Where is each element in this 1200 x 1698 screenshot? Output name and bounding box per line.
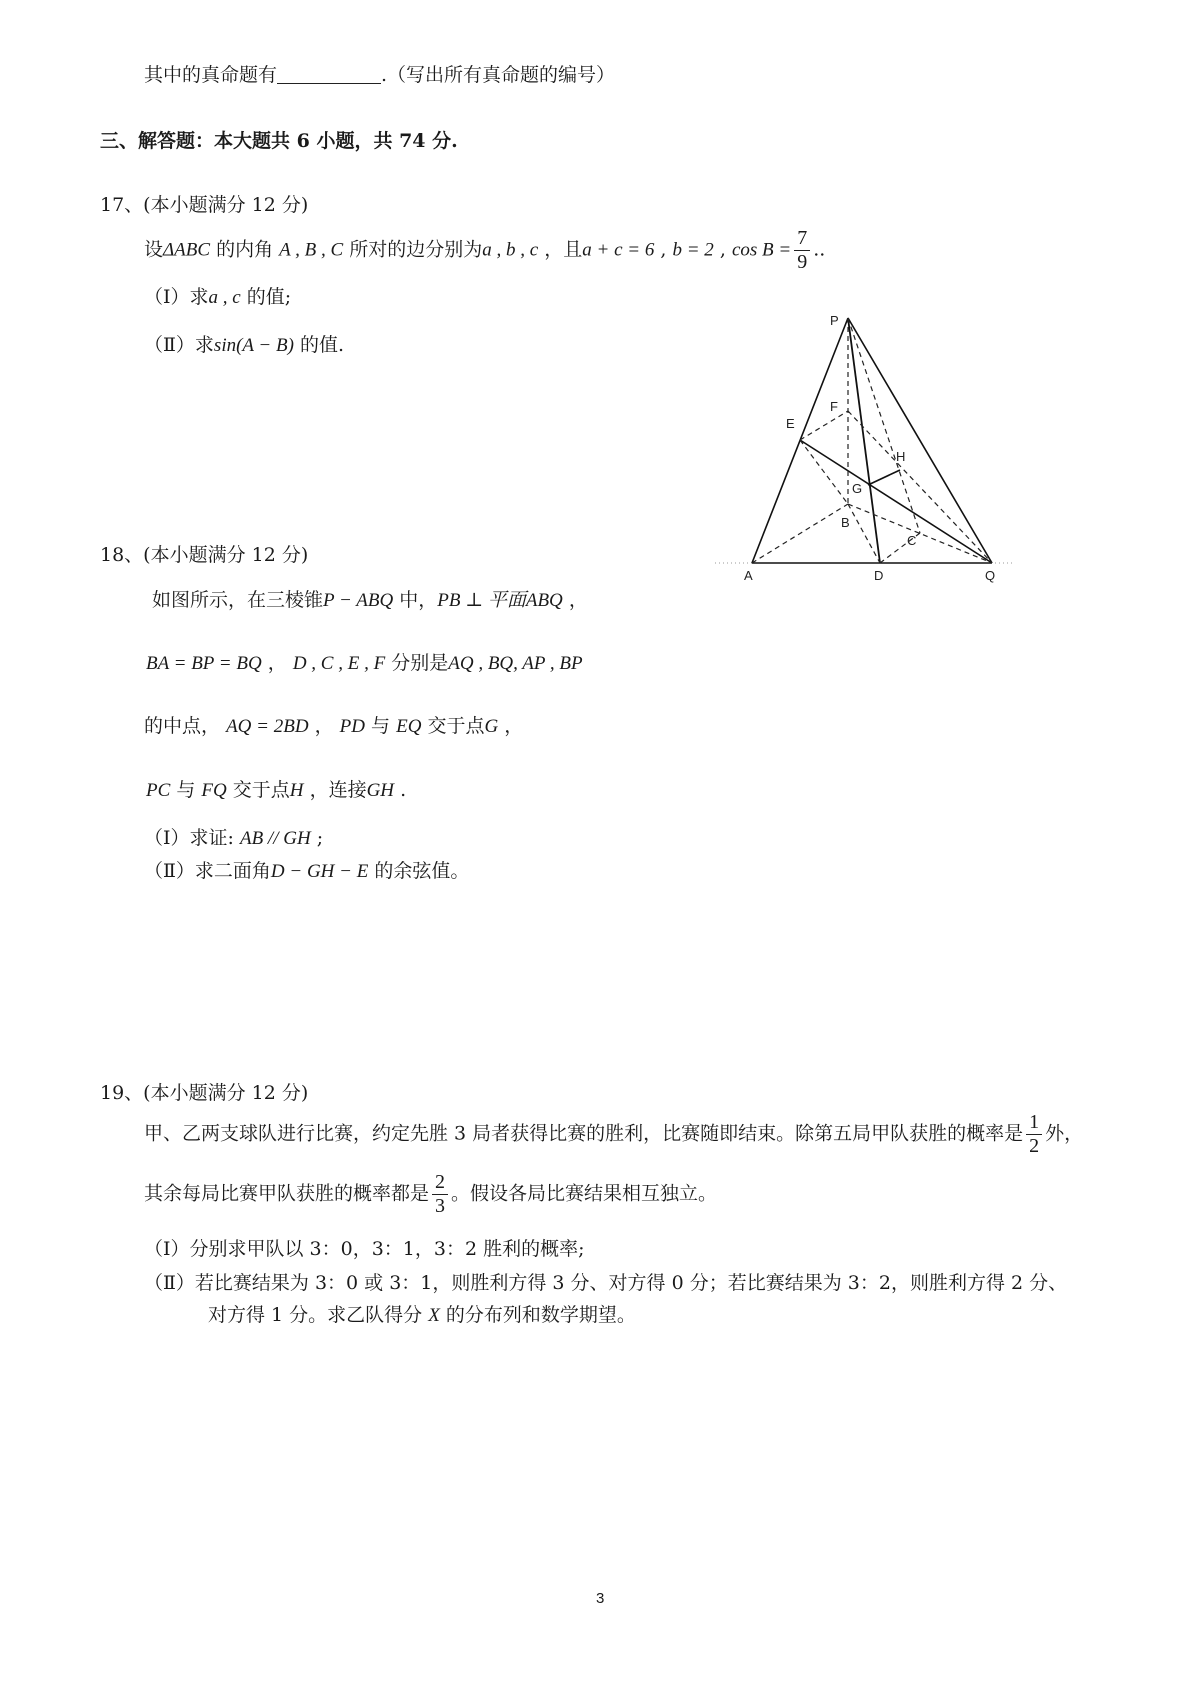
q18-line3-c: ， xyxy=(314,715,334,737)
q18-pyramid: P − ABQ xyxy=(323,590,394,611)
edge-AB xyxy=(752,504,848,563)
q19-fraction-half xyxy=(1026,1112,1042,1157)
q18-equal-sides: BA = BP = BQ xyxy=(146,653,262,674)
q17-part1-label: （Ⅰ）求 xyxy=(144,286,209,308)
q17-triangle: ΔABC xyxy=(163,239,211,261)
q18-pd: PD xyxy=(339,716,365,737)
q18-h: H xyxy=(289,780,304,801)
q18-segments: AQ , BQ, AP , BP xyxy=(448,653,583,674)
q17-stem: 设ΔABC 的内角 A , B , C 所对的边分别为a , b , c ，且a + c = 6 , b = 2 , cos B = $\frac{7}{9}$ .. xyxy=(144,227,826,273)
q19-header: 19、(本小题满分 12 分) xyxy=(100,1082,309,1104)
q19-frac1-num: 1 xyxy=(1029,1111,1040,1133)
q18-line3-g: 交于点 xyxy=(427,715,485,737)
q19-part2-line1: （Ⅱ）若比赛结果为 3：0 或 3：1，则胜利方得 3 分、对方得 0 分；若比赛结果为 3：2，则胜利方得 2 分、 xyxy=(144,1272,1068,1294)
q18-part1 xyxy=(144,823,323,850)
q17-part1-var: a , c xyxy=(208,287,241,308)
page-number: 3 xyxy=(596,1590,605,1607)
intro-prefix: 其中的真命题有 xyxy=(144,64,278,86)
q18-part2-end: 的余弦值。 xyxy=(374,860,470,882)
q19-line1-end: 外， xyxy=(1045,1122,1084,1145)
q18-line1-b: 中， xyxy=(399,589,438,611)
q19-frac2-den: 3 xyxy=(432,1194,448,1217)
q18-part2-label: （Ⅱ）求二面角 xyxy=(144,860,271,882)
edge-PQ xyxy=(848,318,992,563)
q18-aq-eq: AQ = 2BD xyxy=(226,716,309,737)
q19-line2-text: 其余每局比赛甲队获胜的概率都是 xyxy=(144,1182,430,1205)
q18-g: G xyxy=(484,716,499,737)
label-Q: Q xyxy=(985,568,996,583)
q17-part2-expr: sin(A − B) xyxy=(213,335,294,356)
q19-fraction-twothirds xyxy=(432,1172,448,1217)
q19-part2-a: 对方得 1 分。求乙队得分 xyxy=(208,1304,423,1326)
q19-frac2-num: 2 xyxy=(435,1171,446,1193)
q18-points: D , C , E , F xyxy=(292,653,386,674)
edge-PC xyxy=(848,318,920,533)
label-C: C xyxy=(907,533,917,548)
q18-line2-d: 分别是 xyxy=(391,652,449,674)
edge-EF xyxy=(800,411,848,440)
edge-GH xyxy=(868,470,900,485)
label-B: B xyxy=(841,515,850,530)
q19-line2 xyxy=(144,1172,717,1217)
q18-line1 xyxy=(152,585,588,612)
intro-suffix: .（写出所有真命题的编号） xyxy=(381,64,616,86)
q18-part1-end: ; xyxy=(316,827,324,849)
q18-pc: PC xyxy=(146,780,171,801)
q18-part2-expr: D − GH − E xyxy=(270,861,369,882)
q17-stem-prefix: 设 xyxy=(144,238,164,261)
q17-stem-end: .. xyxy=(813,238,826,261)
q18-line4-d: 交于点 xyxy=(232,779,290,801)
q17-cos-num: 7 xyxy=(797,227,808,249)
q19-line1-text: 甲、乙两支球队进行比赛，约定先胜 3 局者获得比赛的胜利，比赛随即结束。除第五局甲队获胜的概率是 xyxy=(144,1122,1024,1145)
q18-line3 xyxy=(144,711,523,738)
q18-line1-a: 如图所示，在三棱锥 xyxy=(152,589,324,611)
q18-part1-label: （Ⅰ）求证: xyxy=(144,827,234,849)
q19-line2-end: 。假设各局比赛结果相互独立。 xyxy=(451,1182,718,1205)
q17-cos-label: cos B = xyxy=(731,239,792,261)
q17-part2-label: （Ⅱ）求 xyxy=(144,334,214,356)
q17-stem-mid2: 所对的边分别为 xyxy=(349,238,483,261)
q17-stem-mid1: 的内角 xyxy=(216,238,274,261)
q18-line3-i: ， xyxy=(504,715,524,737)
label-H: H xyxy=(896,449,906,464)
q18-perp: PB ⊥ 平面ABQ xyxy=(437,590,563,611)
q18-line4-h: . xyxy=(400,779,407,801)
label-G: G xyxy=(852,481,863,496)
label-E: E xyxy=(786,416,795,431)
q18-part2 xyxy=(144,856,469,883)
q18-header: 18、(本小题满分 12 分) xyxy=(100,544,309,566)
q18-part1-expr: AB // GH xyxy=(239,828,311,849)
q18-line3-a: 的中点， xyxy=(144,715,221,737)
q17-part2-end: 的值. xyxy=(300,334,345,356)
q18-line4-b: 与 xyxy=(176,779,196,801)
q19-frac1-den: 2 xyxy=(1026,1134,1042,1157)
label-D: D xyxy=(874,568,884,583)
q17-sides: a , b , c xyxy=(482,239,539,261)
section-heading: 三、解答题：本大题共 6 小题，共 74 分. xyxy=(100,130,458,152)
q18-line1-d: ， xyxy=(568,589,588,611)
q18-gh: GH xyxy=(366,780,395,801)
q17-cond1: a + c = 6 xyxy=(582,239,655,261)
label-A: A xyxy=(744,568,753,583)
q19-part2-line2 xyxy=(208,1300,636,1327)
q17-angles: A , B , C xyxy=(279,239,344,261)
edge-BD xyxy=(848,504,880,563)
q17-stem-mid3: ，且 xyxy=(544,238,583,261)
edge-EB xyxy=(800,440,848,504)
q18-line2 xyxy=(146,648,583,675)
q19-line1 xyxy=(144,1112,1083,1157)
q19-part1: （Ⅰ）分别求甲队以 3：0，3：1，3：2 胜利的概率; xyxy=(144,1238,585,1260)
q18-fq: FQ xyxy=(201,780,227,801)
q17-cond2: b = 2 xyxy=(672,239,714,261)
q19-part2-b: 的分布列和数学期望。 xyxy=(445,1304,636,1326)
q18-line4 xyxy=(146,775,406,802)
label-F: F xyxy=(830,399,838,414)
q18-line4-f: ，连接 xyxy=(309,779,367,801)
q18-eq: EQ xyxy=(396,716,422,737)
q17-part1-end: 的值; xyxy=(246,286,292,308)
q19-var-x: X xyxy=(428,1305,440,1326)
q17-cos-den: 9 xyxy=(794,250,810,273)
q18-line3-e: 与 xyxy=(371,715,391,737)
q17-header: 17、(本小题满分 12 分) xyxy=(100,194,309,216)
label-P: P xyxy=(830,313,839,328)
q18-line2-b: ， xyxy=(267,652,287,674)
